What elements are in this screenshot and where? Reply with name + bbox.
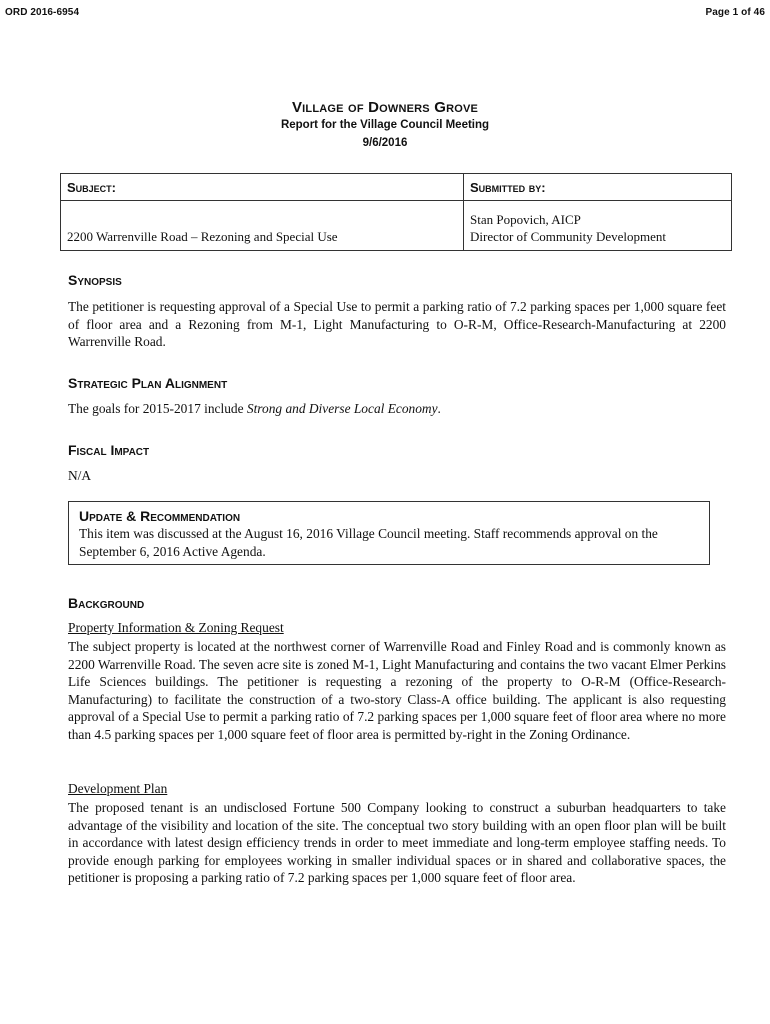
update-text: This item was discussed at the August 16, 2016 Village Council meeting. Staff recommends approval on the September 6, 2016 Active Agenda.	[79, 526, 658, 559]
fiscal-impact-text: N/A	[68, 468, 92, 483]
background-heading: Background	[68, 595, 145, 611]
synopsis-heading: Synopsis	[68, 272, 122, 288]
page-indicator: Page 1 of 46	[705, 7, 765, 18]
strategic-plan-text	[68, 400, 726, 418]
development-plan-text: The proposed tenant is an undisclosed Fortune 500 Company looking to construct a suburban headquarters to take advantage of the visibility and location of the site. The conceptual two story building with an open floor plan will be built in accordance with latest design efficiency trends in order to meet immediate and long-term employee staffing needs. To provide enough parking for employees working in smaller individual spaces or in shared and collaborative spaces, the petitioner is proposing a parking ratio of 7.2 parking spaces per 1,000 square feet of floor area.	[68, 800, 726, 885]
property-info-subheading: Property Information & Zoning Request	[68, 620, 284, 635]
submitted-by-label: Submitted by:	[464, 174, 732, 201]
update-recommendation-box	[68, 501, 710, 565]
strategic-plan-heading: Strategic Plan Alignment	[68, 375, 228, 391]
strategic-text-suffix: .	[437, 401, 441, 416]
subject-table	[60, 173, 732, 251]
development-plan-subheading: Development Plan	[68, 781, 168, 796]
ordinance-number: ORD 2016-6954	[5, 7, 80, 18]
property-info-text: The subject property is located at the northwest corner of Warrenville Road and Finley Road and is commonly known as 2200 Warrenville Road. The seven acre site is zoned M-1, Light Manufacturing and contains the two vacant Elmer Perkins Life Sciences buildings. The petitioner is requesting a rezoning of the property to O-R-M (Office-Research-Manufacturing) to facilitate the construction of a two-story Class-A office building. The applicant is also requesting approval of a Special Use to permit a parking ratio of 7.2 parking spaces per 1,000 square feet of floor area where no more than 4.5 parking spaces per 1,000 square feet of floor area is permitted by-right in the Zoning Ordinance.	[68, 639, 726, 742]
subject-value: 2200 Warrenville Road – Rezoning and Special Use	[61, 201, 464, 251]
synopsis-text: The petitioner is requesting approval of a Special Use to permit a parking ratio of 7.2 parking spaces per 1,000 square feet of floor area and a Rezoning from M-1, Light Manufacturing to O-R-M, Office-Research-Manufacturing at 2200 Warrenville Road.	[68, 299, 726, 349]
meeting-date: 9/6/2016	[362, 137, 408, 149]
fiscal-impact-heading: Fiscal Impact	[68, 442, 150, 458]
strategic-goal-italic: Strong and Diverse Local Economy	[246, 401, 438, 416]
submitter-title: Director of Community Development	[470, 229, 667, 244]
update-heading: Update & Recommendation	[79, 508, 241, 524]
document-title: Village of Downers Grove	[291, 99, 479, 116]
submitter-name: Stan Popovich, AICP	[470, 212, 581, 227]
submitter-cell	[464, 201, 732, 251]
strategic-text-prefix: The goals for 2015-2017 include	[68, 401, 247, 416]
subject-label: Subject:	[61, 174, 464, 201]
document-subtitle: Report for the Village Council Meeting	[280, 119, 490, 131]
